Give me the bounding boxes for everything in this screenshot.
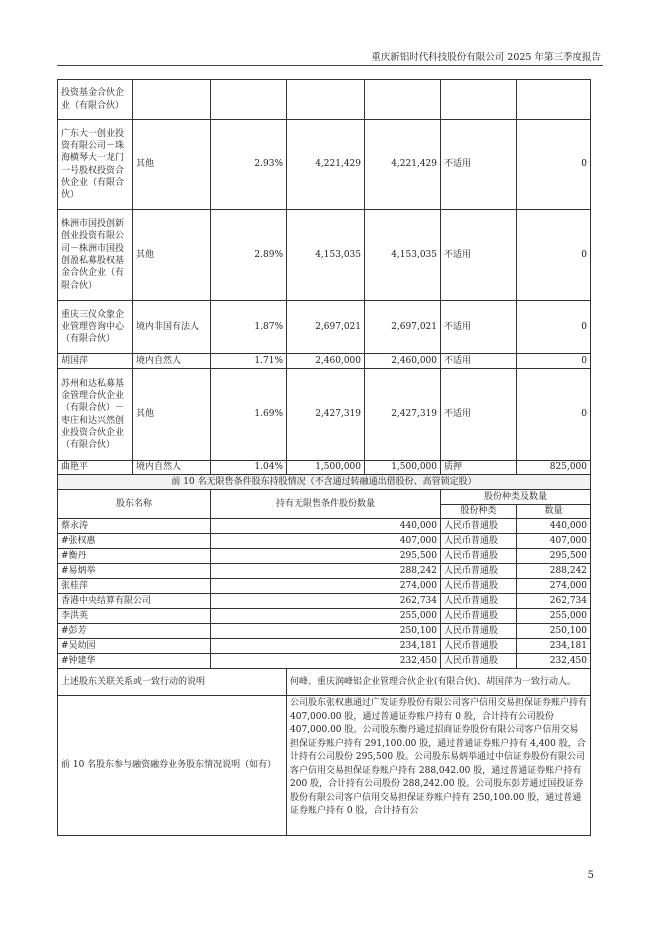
holder-name: #易炳举: [58, 564, 211, 579]
top10-row: 苏州和达私募基金管理合伙企业（有限合伙）－枣庄和达兴然创业投资合伙企业（有限合伙） 其他 1.69% 2,427,319 2,427,319 不适用 0: [58, 369, 591, 461]
top10-row: 胡国萍 境内自然人 1.71% 2,460,000 2,460,000 不适用 0: [58, 354, 591, 369]
unrestricted-row: 蔡永涛 440,000 人民币普通股 440,000: [58, 519, 591, 534]
holder-name: #彭芳: [58, 624, 211, 639]
unrestricted-row: #钟建华 232,450 人民币普通股 232,450: [58, 654, 591, 669]
holder-name: 广东大一创业投资有限公司－珠海横琴大一龙门一号股权投资合伙企业（有限合伙）: [58, 120, 133, 210]
margin-trading-row: 前 10 名股东参与融资融券业务股东情况说明（如有） 公司股东张权惠通过广发证券股份有限公司客户信用交易担保证券账户持有 407,000.00 股，通过普通证券账户持有 0 股，合计持有公司股份 407,000.00 股。公司股东衡丹通过招商证券股份有限公司客户信用交易担保证券账户持有 291,100.00 股，通过普通证券账户持有 4,400 股，合计持有公司股份 295,500 股。公司股东易炳举通过中信证券股份有限公司客户信用交易担保证券账户持有 288,042.00 股，通过普通证券账户持有 200 股，合计持有公司股份 288,242.00 股。公司股东彭芳通过国投证券股份有限公司客户信用交易担保证券账户持有 250,100.00 股，通过普通证券账户持有 0 股，合计持有公: [58, 696, 591, 836]
top10-row: 重庆三仪众象企业管理咨询中心（有限合伙） 境内非国有法人 1.87% 2,697,021 2,697,021 不适用 0: [58, 301, 591, 354]
page-number: 5: [587, 870, 594, 881]
header-divider: [57, 65, 603, 66]
holder-name: 蔡永涛: [58, 519, 211, 534]
top10-row: [58, 80, 591, 120]
holder-name: 香港中央结算有限公司: [58, 594, 211, 609]
unrestricted-row: #彭芳 250,100 人民币普通股 250,100: [58, 624, 591, 639]
holder-name: #吴幼园: [58, 639, 211, 654]
unrestricted-column-header: 股东名称 持有无限售条件股份数量 股份种类及数量: [58, 490, 591, 505]
holder-name: 株洲市国投创新创业投资有限公司－株洲市国投创盈私募股权基金合伙企业（有限合伙）: [58, 210, 133, 301]
unrestricted-row: 张桂萍 274,000 人民币普通股 274,000: [58, 579, 591, 594]
top10-row: 株洲市国投创新创业投资有限公司－株洲市国投创盈私募股权基金合伙企业（有限合伙） 其他 2.89% 4,153,035 4,153,035 不适用 0: [58, 210, 591, 301]
unrestricted-row: 李洪英 255,000 人民币普通股 255,000: [58, 609, 591, 624]
holder-name: 投资基金合伙企业（有限合伙）: [58, 80, 133, 120]
holder-name: 苏州和达私募基金管理合伙企业（有限合伙）－枣庄和达兴然创业投资合伙企业（有限合伙）: [58, 369, 133, 461]
holder-name: 李洪英: [58, 609, 211, 624]
top10-row: 曲艳平 境内自然人 1.04% 1,500,000 1,500,000 质押 825,000: [58, 461, 591, 475]
holder-name: 曲艳平: [58, 461, 133, 475]
related-parties-row: 上述股东关联关系或一致行动的说明 何峰、重庆润峰铝企业管理合伙企业(有限合伙)、胡国萍为一致行动人。: [58, 669, 591, 696]
holder-name: 重庆三仪众象企业管理咨询中心（有限合伙）: [58, 301, 133, 354]
report-header-title: 重庆新铝时代科技股份有限公司 2025 年第三季度报告: [371, 52, 601, 63]
unrestricted-column-subheader: 股份种类 数量: [58, 505, 591, 519]
unrestricted-row: #吴幼园 234,181 人民币普通股 234,181: [58, 639, 591, 654]
holder-name: 张桂萍: [58, 579, 211, 594]
holder-name: #衡丹: [58, 549, 211, 564]
unrestricted-row: #张权惠 407,000 人民币普通股 407,000: [58, 534, 591, 549]
unrestricted-row: #衡丹 295,500 人民币普通股 295,500: [58, 549, 591, 564]
holder-name: 胡国萍: [58, 354, 133, 369]
holder-name: #张权惠: [58, 534, 211, 549]
shareholders-table: [57, 79, 591, 836]
unrestricted-row: #易炳举 288,242 人民币普通股 288,242: [58, 564, 591, 579]
unrestricted-row: 香港中央结算有限公司 262,734 人民币普通股 262,734: [58, 594, 591, 609]
holder-name: #钟建华: [58, 654, 211, 669]
unrestricted-section-header: 前 10 名无限售条件股东持股情况（不含通过转融通出借股份、高管锁定股）: [58, 475, 591, 490]
top10-row: 广东大一创业投资有限公司－珠海横琴大一龙门一号股权投资合伙企业（有限合伙） 其他 2.93% 4,221,429 4,221,429 不适用 0: [58, 120, 591, 210]
